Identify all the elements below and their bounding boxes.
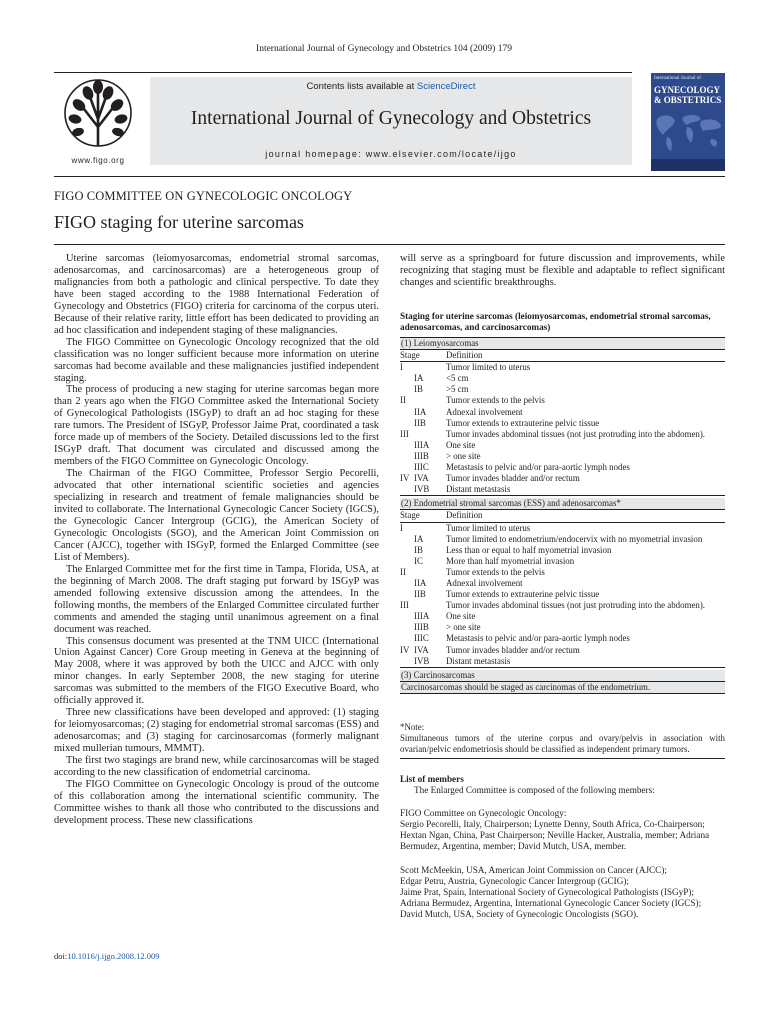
definition-cell: <5 cm <box>446 373 469 384</box>
table-section-heading: (2) Endometrial stromal sarcomas (ESS) and adenosarcomas* <box>400 498 725 510</box>
stage-cell <box>400 578 446 589</box>
stage-cell <box>400 429 446 440</box>
stage-sub: IIIC <box>414 462 429 473</box>
definition-cell: More than half myometrial invasion <box>446 555 575 566</box>
stage-cell <box>400 373 446 384</box>
table-row <box>400 418 725 429</box>
stage-cell <box>400 523 446 534</box>
stage-cell <box>400 384 446 395</box>
figo-committee-list: Sergio Pecorelli, Italy, Chairperson; Lynette Denny, South Africa, Co-Chairperson; Hextan Ngan, China, Past Chairperson; Neville Hacker, Australia, member; Adriana Bermudez, Argentina, member; David Mutch, USA, member. <box>400 819 710 852</box>
doi-line <box>54 951 160 961</box>
stage-cell <box>400 622 446 633</box>
article-title: FIGO staging for uterine sarcomas <box>54 212 304 232</box>
doi-link[interactable]: 10.1016/j.ijgo.2008.12.009 <box>67 951 160 961</box>
stage-roman: III <box>400 600 409 611</box>
stage-sub: IVA <box>414 644 429 655</box>
table-row <box>400 362 725 373</box>
stage-sub: IIIB <box>414 622 429 633</box>
definition-cell: Tumor invades bladder and/or rectum <box>446 644 580 655</box>
col-stage-header: Stage <box>400 510 420 521</box>
table-note <box>400 722 725 755</box>
stage-roman: III <box>400 428 409 439</box>
member-entry: Edgar Petru, Austria, Gynecologic Cancer Intergroup (GCIG); <box>400 875 629 886</box>
journal-cover <box>651 73 725 171</box>
definition-cell: Tumor extends to the pelvis <box>446 395 545 406</box>
note-text: Simultaneous tumors of the uterine corpus and ovary/pelvis in association with ovarian/pelvic endometriosis should be classified as independent primary tumors. <box>400 733 725 754</box>
stage-roman: IV <box>400 644 410 655</box>
table-row <box>400 384 725 395</box>
stage-sub: IIB <box>414 589 426 600</box>
members-list <box>400 774 725 920</box>
table-row <box>400 534 725 545</box>
col-stage-header: Stage <box>400 350 420 361</box>
table-row <box>400 407 725 418</box>
table-row <box>400 622 725 633</box>
member-entry: Jaime Prat, Spain, International Society of Gynecological Pathologists (ISGyP); <box>400 886 694 897</box>
header-rule <box>54 72 632 73</box>
table-header-row <box>400 350 725 362</box>
table-header-row <box>400 510 725 522</box>
contents-prefix: Contents lists available at <box>306 81 417 92</box>
body-right-column <box>400 253 725 289</box>
stage-sub: IB <box>414 544 423 555</box>
definition-cell: Tumor invades bladder and/or rectum <box>446 473 580 484</box>
stage-cell <box>400 611 446 622</box>
table-row <box>400 440 725 451</box>
definition-cell: Tumor limited to endometrium/endocervix with no myometrial invasion <box>446 533 703 544</box>
cover-subtitle: International Journal of <box>654 76 701 81</box>
stage-sub: IA <box>414 533 424 544</box>
body-paragraph: The process of producing a new staging for uterine sarcomas began more than 2 years ago when the FIGO Committee asked the International Society of Gynecological Pathologists (ISGyP) to draft an ad hoc staging for these rare tumors. The President of ISGyP, Professor Jaime Prat, coordinated a task force made up of members of the Society. Detailed discussions led to the first ISGyP draft. That document was circulated and discussed among the members of the FIGO Committee on Gynecologic Oncology. <box>54 384 379 468</box>
body-paragraph: This consensus document was presented at the TNM UICC (International Union Against Cancer) Core Group meeting in Geneva at the beginning of May 2008, where it was approved by both the UICC and AJCC with only minor changes. In early September 2008, the new staging for uterine sarcomas was submitted to the members of the FIGO Executive Board, who officially approved it. <box>54 635 379 707</box>
member-entry: David Mutch, USA, Society of Gynecologic Oncologists (SGO). <box>400 908 639 919</box>
stage-sub: IIA <box>414 577 427 588</box>
body-paragraph: will serve as a springboard for future discussion and improvements, while recognizing that staging must be flexible and adaptable to reflect significant changes and scientific breakthroughs. <box>400 253 725 288</box>
stage-cell <box>400 633 446 644</box>
note-rule <box>400 758 725 759</box>
stage-sub: IIA <box>414 406 427 417</box>
stage-cell <box>400 362 446 373</box>
table-row <box>400 545 725 556</box>
stage-cell <box>400 418 446 429</box>
stage-sub: IIB <box>414 417 426 428</box>
definition-cell: Metastasis to pelvic and/or para-aortic lymph nodes <box>446 633 630 644</box>
stage-cell <box>400 545 446 556</box>
figo-url[interactable]: www.figo.org <box>71 156 125 165</box>
body-paragraph: The FIGO Committee on Gynecologic Oncology is proud of the outcome of this collaboration among the international scientific community. The Committee wishes to thank all those who contributed to the discussions and development process. These new classifications <box>54 778 379 826</box>
body-left-column <box>54 253 379 827</box>
stage-sub: IIIC <box>414 633 429 644</box>
stage-cell <box>400 645 446 656</box>
sciencedirect-link[interactable]: ScienceDirect <box>416 81 476 92</box>
table-row <box>400 429 725 440</box>
note-label: *Note: <box>400 722 425 732</box>
definition-cell: Less than or equal to half myometrial invasion <box>446 544 612 555</box>
cover-title: GYNECOLOGY & OBSTETRICS <box>654 85 722 105</box>
table-caption: Staging for uterine sarcomas (leiomyosarcomas, endometrial stromal sarcomas, adenosarcomas, and carcinosarcomas) <box>400 311 711 332</box>
stage-cell <box>400 484 446 495</box>
table-row <box>400 578 725 589</box>
col-definition-header: Definition <box>446 510 483 521</box>
contents-line <box>150 81 632 92</box>
stage-sub: IA <box>414 373 424 384</box>
col-definition-header: Definition <box>446 350 483 361</box>
table-row <box>400 556 725 567</box>
stage-cell <box>400 556 446 567</box>
stage-sub: IB <box>414 384 423 395</box>
member-entry: Adriana Bermudez, Argentina, International Gynecologic Cancer Society (IGCS); <box>400 897 702 908</box>
stage-roman: I <box>400 362 403 373</box>
stage-cell <box>400 407 446 418</box>
running-head: International Journal of Gynecology and Obstetrics 104 (2009) 179 <box>256 44 512 54</box>
definition-cell: Tumor extends to extrauterine pelvic tissue <box>446 589 600 600</box>
body-paragraph: The Enlarged Committee met for the first time in Tampa, Florida, USA, at the beginning of March 2008. The draft staging put forward by ISGyP was amended following extensive discussion among the attendees. In the following months, the members of the Enlarged Committee circulated further comments and amended the staging until unanimous agreement on a final document was reached. <box>54 563 379 635</box>
stage-sub: IVA <box>414 473 429 484</box>
stage-cell <box>400 567 446 578</box>
table-row <box>400 373 725 384</box>
stage-sub: IIIA <box>414 439 430 450</box>
definition-cell: Tumor extends to extrauterine pelvic tissue <box>446 417 600 428</box>
stage-cell <box>400 656 446 667</box>
definition-cell: Tumor invades abdominal tissues (not just protruding into the abdomen). <box>446 600 705 611</box>
table-row <box>400 395 725 406</box>
table-section-heading: (3) Carcinosarcomas <box>400 670 725 682</box>
stage-sub: IC <box>414 555 423 566</box>
definition-cell: Adnexal involvement <box>446 577 523 588</box>
table-row <box>400 611 725 622</box>
stage-sub: IVB <box>414 655 430 666</box>
definition-cell: One site <box>446 439 476 450</box>
table-row <box>400 462 725 473</box>
table-row <box>400 656 725 667</box>
figo-tree-icon <box>52 75 144 155</box>
stage-roman: IV <box>400 473 410 484</box>
definition-cell: Distant metastasis <box>446 655 511 666</box>
stage-cell <box>400 395 446 406</box>
definition-cell: Metastasis to pelvic and/or para-aortic lymph nodes <box>446 462 630 473</box>
body-paragraph: Uterine sarcomas (leiomyosarcomas, endometrial stromal sarcomas, adenosarcomas, and carcinosarcomas) are a heterogeneous group of malignancies from both a pathologic and clinical perspective. To date they have been staged according to the 1988 International Federation of Gynecology and Obstetrics (FIGO) criteria for carcinoma of the corpus uteri. Because of their relative rarity, little effort has been dedicated to providing an ad hoc classification and independent staging of these malignancies. <box>54 253 379 336</box>
definition-cell: Tumor limited to uterus <box>446 522 531 533</box>
stage-cell <box>400 473 446 484</box>
stage-cell <box>400 440 446 451</box>
table-section-rows <box>400 523 725 667</box>
table-row <box>400 523 725 534</box>
definition-cell: One site <box>446 611 476 622</box>
doi-prefix: doi: <box>54 951 68 961</box>
stage-cell <box>400 600 446 611</box>
definition-cell: Tumor limited to uterus <box>446 362 531 373</box>
body-paragraph: Three new classifications have been developed and approved: (1) staging for leiomyosarcomas; (2) staging for endometrial stromal sarcomas (ESS) and adenosarcomas; and (3) staging for carcinosarcomas (formerly malignant mixed mullerian tumours, MMMT). <box>54 707 379 755</box>
definition-cell: Tumor extends to the pelvis <box>446 566 545 577</box>
carcinosarcoma-definition: Carcinosarcomas should be staged as carcinomas of the endometrium. <box>400 682 725 694</box>
stage-sub: IIIB <box>414 450 429 461</box>
definition-cell: Tumor invades abdominal tissues (not just protruding into the abdomen). <box>446 428 705 439</box>
stage-cell <box>400 462 446 473</box>
stage-sub: IIIA <box>414 611 430 622</box>
member-entry: Scott McMeekin, USA, American Joint Commission on Cancer (AJCC); <box>400 864 667 875</box>
table-section-heading: (1) Leiomyosarcomas <box>400 338 725 350</box>
stage-sub: IVB <box>414 484 430 495</box>
journal-title: International Journal of Gynecology and Obstetrics <box>190 108 592 129</box>
table-section-rows <box>400 362 725 495</box>
stage-roman: I <box>400 522 403 533</box>
definition-cell: Distant metastasis <box>446 484 511 495</box>
masthead-rule <box>54 176 725 177</box>
cover-footer-band <box>651 159 725 171</box>
stage-cell <box>400 451 446 462</box>
table-row <box>400 451 725 462</box>
table-row <box>400 484 725 495</box>
table-row <box>400 600 725 611</box>
table-row <box>400 645 725 656</box>
body-paragraph: The FIGO Committee on Gynecologic Oncology recognized that the old classification was no longer sufficient because more information on uterine sarcomas had become available and these malignancies justified independent staging. <box>54 336 379 384</box>
members-heading: List of members <box>400 774 464 784</box>
table-row <box>400 567 725 578</box>
stage-cell <box>400 589 446 600</box>
title-rule <box>54 244 725 245</box>
stage-roman: II <box>400 566 406 577</box>
members-intro: The Enlarged Committee is composed of the following members: <box>414 785 655 796</box>
stage-roman: II <box>400 395 406 406</box>
world-map-icon <box>651 109 725 159</box>
definition-cell: > one site <box>446 450 481 461</box>
figo-committee-heading: FIGO Committee on Gynecologic Oncology: <box>400 808 567 819</box>
table-row <box>400 589 725 600</box>
body-paragraph: The first two stagings are brand new, while carcinosarcomas will be staged according to the new classification of endometrial carcinoma. <box>54 755 379 778</box>
definition-cell: > one site <box>446 622 481 633</box>
table-row <box>400 633 725 644</box>
definition-cell: Adnexal involvement <box>446 406 523 417</box>
body-paragraph: The Chairman of the FIGO Committee, Professor Sergio Pecorelli, advocated that other international scientific societies and agencies specializing in research and treatment of female malignancies should be invited to collaborate. The International Gynecologic Cancer Society (IGCS), the Gynecologic Cancer Intergroup (GCIG), the American Society of Gynecologic Oncologists (SGO), and the American Joint Commission on Cancer (AJCC), together with ISGyP, formed the Enlarged Committee (see List of Members). <box>54 468 379 563</box>
table-row <box>400 473 725 484</box>
staging-table <box>400 337 725 694</box>
section-label: FIGO COMMITTEE ON GYNECOLOGIC ONCOLOGY <box>54 189 353 203</box>
figo-logo <box>52 75 144 167</box>
stage-cell <box>400 534 446 545</box>
definition-cell: >5 cm <box>446 384 469 395</box>
journal-homepage[interactable]: journal homepage: www.elsevier.com/locate/ijgo <box>265 149 517 159</box>
